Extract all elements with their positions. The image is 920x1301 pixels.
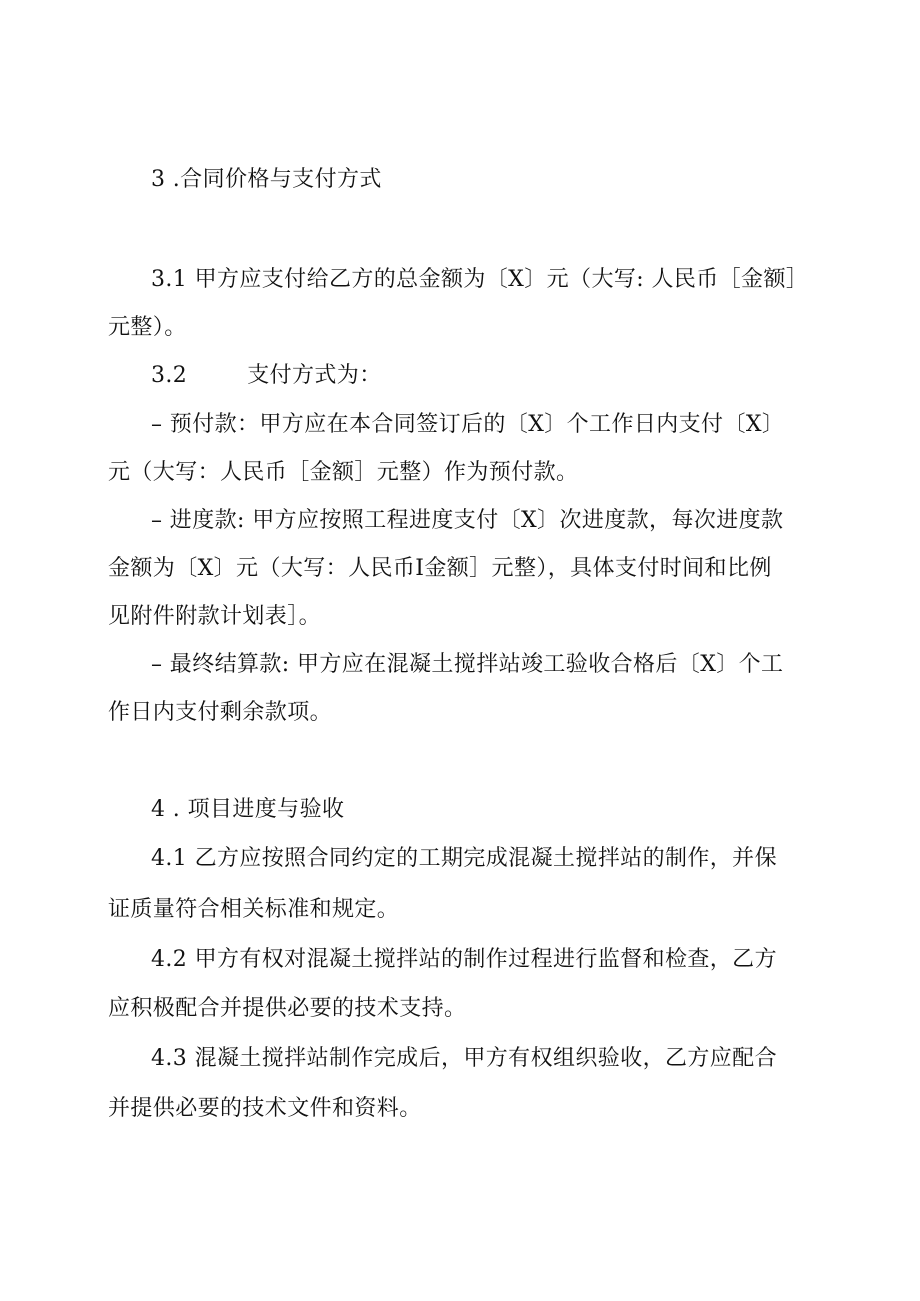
final-payment-line-1: – 最终结算款: 甲方应在混凝土搅拌站竣工验收合格后〔X〕个工 — [151, 652, 784, 677]
clause-3-2 — [151, 361, 382, 391]
final-payment-line-2: 作日内支付剩余款项。 — [108, 700, 333, 725]
clause-4-3-line-2: 并提供必要的技术文件和资料。 — [108, 1096, 422, 1121]
clause-4-2-line-1: 4.2 甲方有权对混凝土搅拌站的制作过程进行监督和检查，乙方 — [151, 947, 777, 972]
clause-3-2-text: 支付方式为： — [247, 363, 382, 388]
advance-payment-line-1: – 预付款：甲方应在本合同签订后的〔X〕个工作日内支付〔X〕 — [151, 412, 785, 437]
clause-4-3-line-1: 4.3 混凝土搅拌站制作完成后，甲方有权组织验收，乙方应配合 — [151, 1046, 777, 1071]
advance-payment-line-2: 元（大写：人民币［金额］元整）作为预付款。 — [108, 460, 579, 485]
section-4-heading: 4 . 项目进度与验收 — [151, 797, 345, 822]
progress-payment-line-3: 见附件附款计划表］。 — [108, 604, 322, 629]
clause-4-2-line-2: 应积极配合并提供必要的技术支持。 — [108, 996, 467, 1021]
clause-3-1-line-2: 元整）。 — [108, 315, 187, 340]
progress-payment-line-1: – 进度款: 甲方应按照工程进度支付〔X〕次进度款，每次进度款 — [151, 508, 784, 533]
clause-4-1-line-1: 4.1 乙方应按照合同约定的工期完成混凝土搅拌站的制作，并保 — [151, 846, 777, 871]
clause-4-1-line-2: 证质量符合相关标准和规定。 — [108, 897, 400, 922]
section-3-heading: 3 .合同价格与支付方式 — [151, 167, 382, 192]
clause-3-1-line-1: 3.1 甲方应支付给乙方的总金额为〔X〕元（大写: 人民币［金额］ — [151, 267, 809, 292]
progress-payment-line-2: 金额为〔X〕元（大写：人民币I金额］元整），具体支付时间和比例 — [108, 556, 772, 581]
clause-3-2-number: 3.2 — [151, 363, 188, 388]
